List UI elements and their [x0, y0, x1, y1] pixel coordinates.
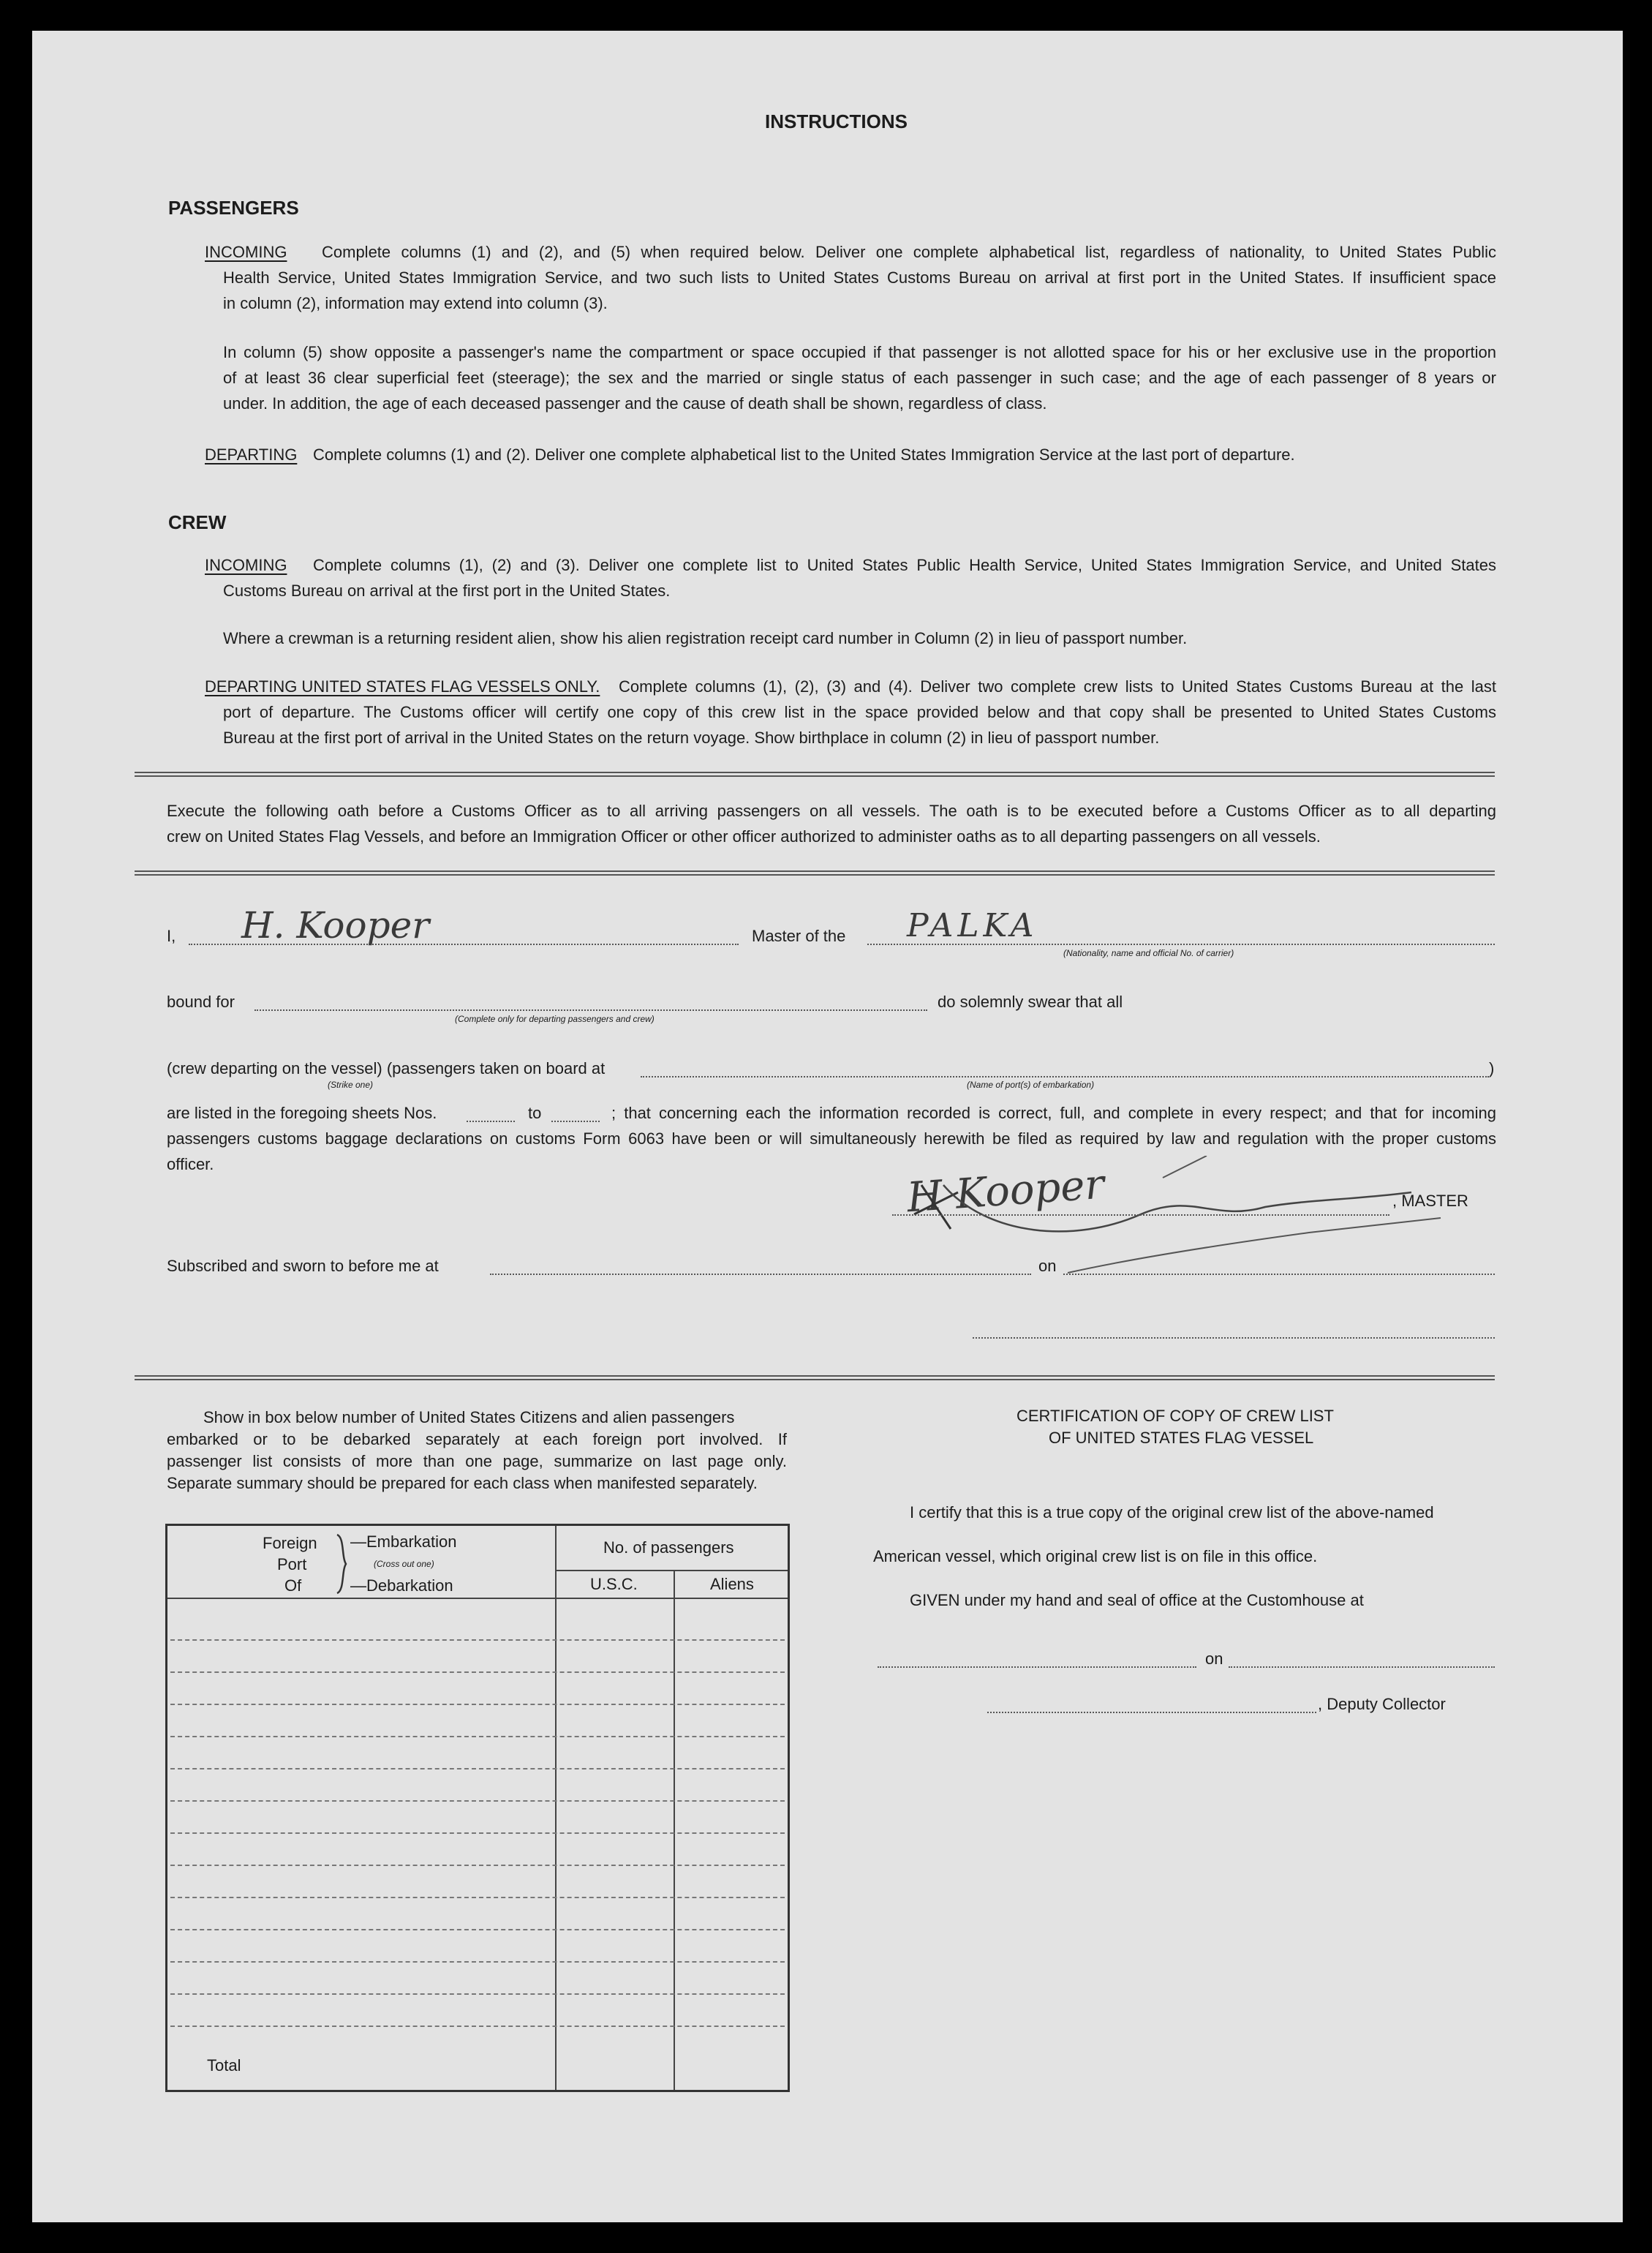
ports-hint: (Name of port(s) of embarkation)	[967, 1080, 1095, 1090]
signature-flourish	[899, 1156, 1455, 1287]
bound-for-field[interactable]	[254, 1009, 927, 1011]
divider-rule	[135, 772, 1495, 777]
passengers-incoming-line2: Health Service, United States Immigration Service, and two such lists to United States Customs Bureau on arrival at first port in the United States. If insufficient space	[223, 268, 1496, 287]
table-row-line	[170, 1800, 785, 1802]
certification-given-text: GIVEN under my hand and seal of office at the Customhouse at	[910, 1591, 1364, 1609]
strike-hint: (Strike one)	[328, 1080, 374, 1090]
oath-crew-pass-label: (crew departing on the vessel) (passengers taken on board at	[167, 1059, 606, 1077]
table-row-line	[170, 1704, 785, 1705]
column-divider	[555, 1526, 557, 2090]
oath-intro-line2: crew on United States Flag Vessels, and before an Immigration Officer or other officer authorized to administer oaths as to all departing passengers on all vessels.	[167, 827, 1321, 846]
crew-incoming-line2: Customs Bureau on arrival at the first port in the United States.	[223, 582, 671, 600]
header-cross-out: (Cross out one)	[374, 1559, 434, 1569]
oath-master-label: , MASTER	[1392, 1192, 1468, 1210]
vessel-hint: (Nationality, name and official No. of carrier)	[1063, 948, 1234, 958]
header-usc: U.S.C.	[590, 1575, 638, 1593]
passenger-summary-table	[165, 1524, 790, 2092]
column-divider	[674, 1570, 675, 2090]
crew-departing-label: DEPARTING UNITED STATES FLAG VESSELS ONLY.	[205, 677, 600, 696]
table-row-line	[170, 1929, 785, 1930]
oath-swear-label: do solemnly swear that all	[938, 993, 1123, 1011]
oath-listed-line2: passengers customs baggage declarations on customs Form 6063 have been or will simultaneously herewith be filed as required by law and regulation with the proper customs	[167, 1129, 1496, 1148]
certification-text-line1: I certify that this is a true copy of the original crew list of the above-named	[910, 1503, 1434, 1522]
master-signature-line	[892, 1214, 1389, 1216]
sheet-to-field[interactable]	[551, 1121, 600, 1122]
header-foreign: Foreign	[263, 1534, 317, 1552]
certification-on-label: on	[1205, 1650, 1223, 1668]
passengers-heading: PASSENGERS	[168, 197, 299, 219]
summary-instr-line2: embarked or to be debarked separately at each foreign port involved. If	[167, 1430, 787, 1448]
header-port: Port	[277, 1555, 307, 1573]
certification-date-field[interactable]	[1229, 1666, 1495, 1668]
header-no-passengers: No. of passengers	[603, 1538, 734, 1557]
passengers-departing-text: Complete columns (1) and (2). Deliver one complete alphabetical list to the United States Immigration Service at the last port of departure.	[313, 445, 1295, 464]
oath-on-label: on	[1038, 1257, 1057, 1275]
sheet-from-field[interactable]	[467, 1121, 515, 1122]
table-row-line	[170, 1961, 785, 1963]
certification-title-line1: CERTIFICATION OF COPY OF CREW LIST	[1017, 1407, 1334, 1425]
passengers-incoming-label: INCOMING	[205, 243, 287, 261]
crew-departing-line2: port of departure. The Customs officer will certify one copy of this crew list in the space provided below and that copy shall be presented to United States Customs	[223, 703, 1496, 721]
certification-title-line2: OF UNITED STATES FLAG VESSEL	[1049, 1429, 1314, 1447]
divider-rule	[135, 870, 1495, 876]
header-embarkation: —Embarkation	[350, 1532, 457, 1551]
officer-signature-field[interactable]	[973, 1337, 1495, 1339]
divider-rule	[135, 1375, 1495, 1380]
table-row-line	[170, 1671, 785, 1673]
certification-place-field[interactable]	[878, 1666, 1196, 1668]
master-name-handwriting: H. Kooper	[241, 904, 430, 947]
subscribed-place-field[interactable]	[490, 1274, 1031, 1275]
page-title: INSTRUCTIONS	[765, 110, 908, 132]
oath-listed-text-a: are listed in the foregoing sheets Nos.	[167, 1104, 437, 1122]
oath-listed-line3: officer.	[167, 1155, 214, 1173]
passengers-incoming-line1: Complete columns (1) and (2), and (5) when required below. Deliver one complete alphabetical list, regardless of nationality, to United States Public	[322, 243, 1496, 261]
table-row-line	[170, 1865, 785, 1866]
summary-instr-line1: Show in box below number of United States Citizens and alien passengers	[203, 1408, 735, 1426]
crew-resident-text: Where a crewman is a returning resident alien, show his alien registration receipt card number in Column (2) in lieu of passport number.	[223, 629, 1188, 647]
header-of: Of	[284, 1576, 302, 1595]
bound-hint: (Complete only for departing passengers and crew)	[455, 1014, 655, 1024]
crew-departing-line1: Complete columns (1), (2), (3) and (4). Deliver two complete crew lists to United States Customs Bureau at the last	[619, 677, 1496, 696]
table-row-line	[170, 1993, 785, 1995]
oath-listed-text-b: ; that concerning each the information recorded is correct, full, and complete in every respect; and that for incoming	[611, 1104, 1496, 1122]
header-bottom-border	[167, 1598, 788, 1599]
table-row-line	[170, 1768, 785, 1769]
table-row-line	[170, 1897, 785, 1898]
passengers-col5-line1: In column (5) show opposite a passenger's name the compartment or space occupied if that passenger is not allotted space for his or her exclusive use in the proportion	[223, 343, 1496, 361]
certification-text-line2: American vessel, which original crew list is on file in this office.	[873, 1547, 1318, 1565]
deputy-signature-field[interactable]	[987, 1712, 1316, 1713]
passengers-departing-label: DEPARTING	[205, 445, 298, 464]
vessel-name-handwriting: PALKA	[907, 907, 1038, 944]
header-aliens: Aliens	[710, 1575, 754, 1593]
table-row-line	[170, 2026, 785, 2027]
crew-departing-line3: Bureau at the first port of arrival in the United States on the return voyage. Show birthplace in column (2) in lieu of passport number.	[223, 729, 1160, 747]
oath-listed-to: to	[528, 1104, 542, 1122]
summary-instr-line4: Separate summary should be prepared for each class when manifested separately.	[167, 1474, 758, 1492]
oath-intro-line1: Execute the following oath before a Customs Officer as to all arriving passengers on all vessels. The oath is to be executed before a Customs Officer as to all departing	[167, 802, 1496, 820]
crew-incoming-label: INCOMING	[205, 556, 287, 574]
brace-icon	[334, 1533, 349, 1595]
crew-incoming-line1: Complete columns (1), (2) and (3). Deliver one complete list to United States Public Health Service, United States Immigration Service, and United States	[313, 556, 1496, 574]
table-row-line	[170, 1832, 785, 1834]
passengers-col5-line3: under. In addition, the age of each deceased passenger and the cause of death shall be shown, regardless of class.	[223, 394, 1047, 413]
passengers-incoming-line3: in column (2), information may extend into column (3).	[223, 294, 608, 312]
subscribed-date-field[interactable]	[1063, 1274, 1495, 1275]
table-row-line	[170, 1736, 785, 1737]
header-debarkation: —Debarkation	[350, 1576, 453, 1595]
table-total-label: Total	[207, 2056, 241, 2075]
ports-field[interactable]	[641, 1076, 1489, 1077]
master-signature: H Kooper	[905, 1160, 1106, 1222]
oath-bound-label: bound for	[167, 993, 235, 1011]
passengers-col5-line2: of at least 36 clear superficial feet (steerage); the sex and the married or single status of each passenger in such case; and the age of each passenger of 8 years or	[223, 369, 1496, 387]
crew-heading: CREW	[168, 511, 227, 533]
certification-deputy-label: , Deputy Collector	[1318, 1695, 1446, 1713]
summary-instr-line3: passenger list consists of more than one page, summarize on last page only.	[167, 1452, 787, 1470]
oath-close-paren: )	[1489, 1059, 1495, 1077]
oath-master-of-label: Master of the	[752, 927, 846, 945]
oath-subscribed-label: Subscribed and sworn to before me at	[167, 1257, 439, 1275]
table-row-line	[170, 1639, 785, 1641]
oath-i-label: I,	[167, 927, 176, 945]
